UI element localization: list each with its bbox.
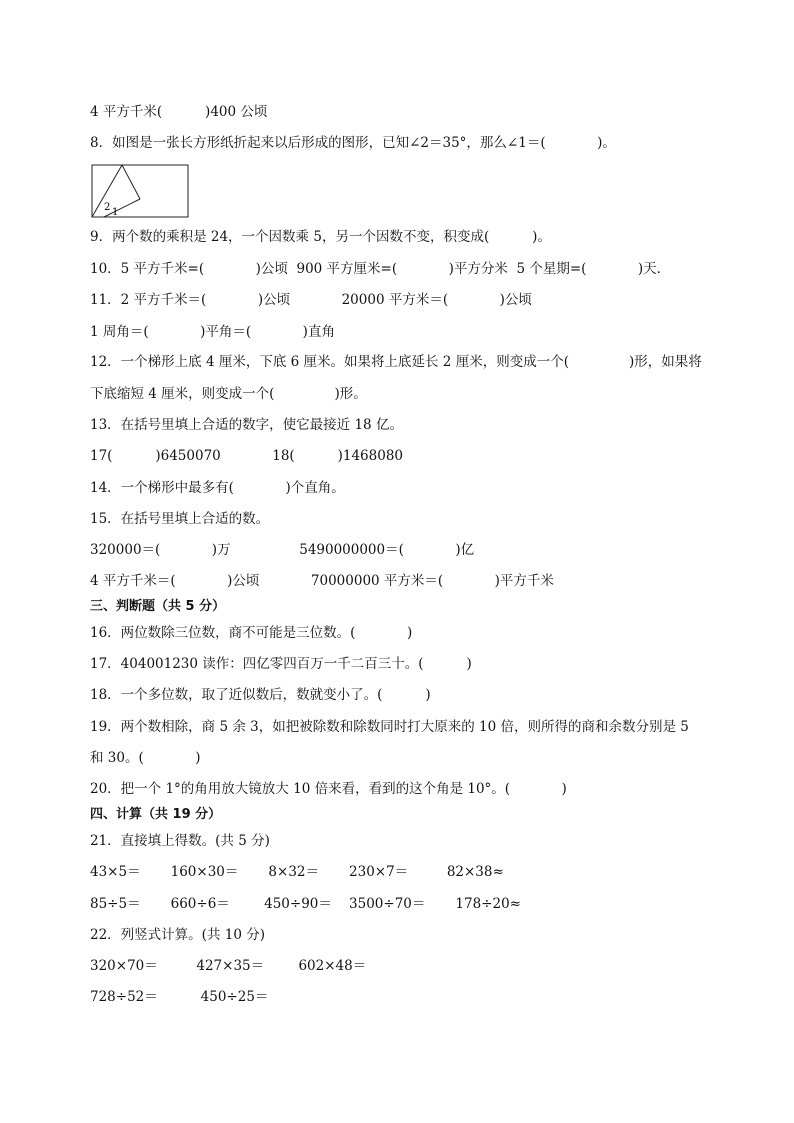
question-14: 14．一个梯形中最多有( )个直角。 — [90, 480, 345, 496]
question-15: 15．在括号里填上合适的数。 — [90, 511, 270, 527]
question-7-continued: 4 平方千米( )400 公顷 — [90, 104, 268, 120]
question-22-row-1: 320×70＝ 427×35＝ 602×48＝ — [90, 958, 367, 974]
question-19-continued: 和 30。( ) — [90, 750, 201, 766]
question-17: 17．404001230 读作：四亿零四百万一千二百三十。( ) — [90, 656, 472, 672]
question-15-row-1: 320000＝( )万 5490000000＝( )亿 — [90, 542, 475, 558]
question-21-row-1: 43×5＝ 160×30＝ 8×32＝ 230×7＝ 82×38≈ — [90, 864, 504, 880]
question-22-row-2: 728÷52＝ 450÷25＝ — [90, 989, 269, 1005]
question-18: 18．一个多位数，取了近似数后，数就变小了。( ) — [90, 687, 431, 703]
question-20: 20．把一个 1°的角用放大镜放大 10 倍来看，看到的这个角是 10°。( ) — [90, 781, 567, 797]
question-13: 13．在括号里填上合适的数字，使它最接近 18 亿。 — [90, 417, 403, 433]
question-15-row-2: 4 平方千米＝( )公顷 70000000 平方米＝( )平方千米 — [90, 573, 554, 589]
question-21-row-2: 85÷5＝ 660÷6＝ 450÷90＝ 3500÷70＝ 178÷20≈ — [90, 896, 521, 912]
question-21: 21．直接填上得数。(共 5 分) — [90, 833, 270, 849]
angle-2-label: 2 — [104, 202, 111, 213]
folded-paper-figure — [90, 163, 190, 219]
question-10: 10．5 平方千米=( )公顷 900 平方厘米=( )平方分米 5 个星期=( )天． — [90, 261, 671, 277]
question-8: 8．如图是一张长方形纸折起来以后形成的图形，已知∠2＝35°，那么∠1＝( )。 — [90, 135, 616, 151]
question-9: 9．两个数的乘积是 24，一个因数乘 5，另一个因数不变，积变成( )。 — [90, 229, 551, 245]
angle-1-label: 1 — [112, 207, 119, 218]
question-22: 22．列竖式计算。(共 10 分) — [90, 927, 265, 943]
question-11-part-2: 1 周角＝( )平角＝( )直角 — [90, 324, 335, 340]
question-11: 11．2 平方千米＝( )公顷 20000 平方米＝( )公顷 — [90, 292, 532, 308]
question-16: 16．两位数除三位数，商不可能是三位数。( ) — [90, 625, 413, 641]
section-heading-judgment: 三、判断题（共 5 分） — [90, 599, 226, 614]
section-heading-calculation: 四、计算（共 19 分） — [90, 807, 222, 822]
question-19: 19．两个数相除，商 5 余 3，如把被除数和除数同时打大原来的 10 倍，则所得的商和余数分别是 5 — [90, 719, 689, 735]
question-12-continued: 下底缩短 4 厘米，则变成一个( )形。 — [90, 386, 367, 402]
question-13-items: 17( )6450070 18( )1468080 — [90, 448, 403, 464]
question-12: 12．一个梯形上底 4 厘米，下底 6 厘米。如果将上底延长 2 厘米，则变成一个( )形，如果将 — [90, 354, 702, 370]
